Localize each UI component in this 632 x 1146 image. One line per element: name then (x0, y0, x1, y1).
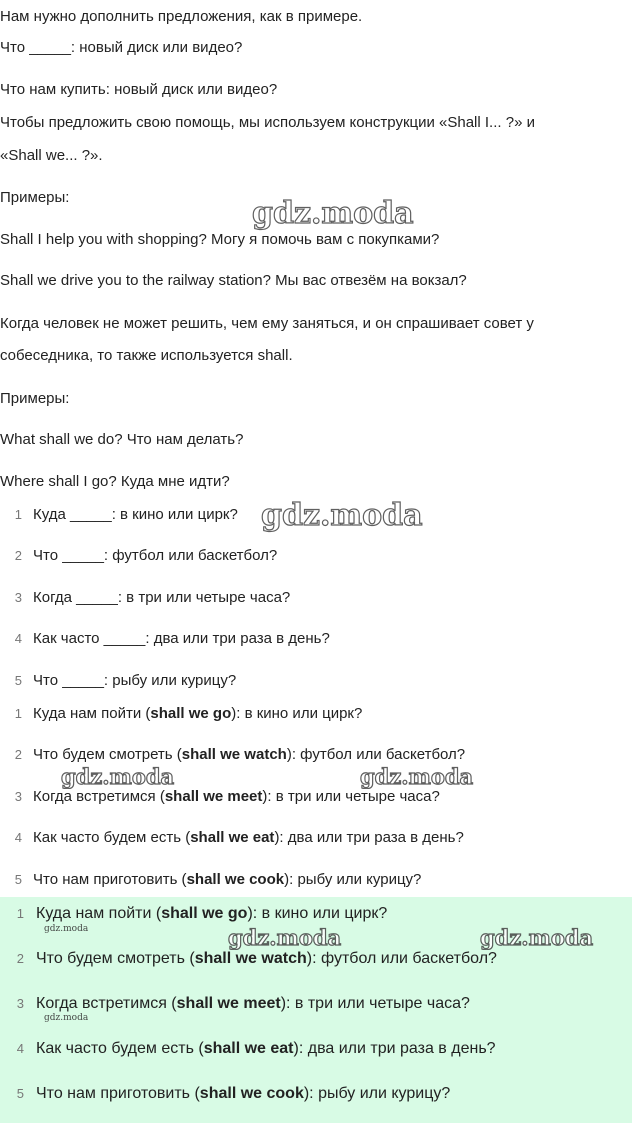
task-number: 4 (14, 631, 22, 646)
task-item (0, 546, 277, 566)
task-number: 2 (14, 548, 22, 563)
answer-number: 5 (14, 872, 22, 887)
answer-number: 3 (16, 996, 24, 1011)
answer-post: ): футбол или баскетбол? (306, 950, 497, 967)
intro-line-5: «Shall we... ?». (0, 147, 103, 164)
answer-bold: shall we meet (176, 995, 281, 1012)
answer-pre: Когда встретимся ( (36, 995, 177, 1012)
answer-pre: Куда нам пойти ( (33, 705, 151, 722)
answer-number: 1 (16, 906, 24, 921)
intro-line-13: Where shall I go? Куда мне идти? (0, 473, 230, 490)
answer-pre: Что нам приготовить ( (36, 1085, 200, 1102)
answer-bold: shall we go (150, 705, 232, 722)
answer-pre: Куда нам пойти ( (36, 905, 162, 922)
intro-line-12: What shall we do? Что нам делать? (0, 431, 244, 448)
task-text: Куда _____: в кино или цирк? (33, 506, 238, 523)
intro-line-7: Shall I help you with shopping? Могу я помочь вам с покупками? (0, 231, 440, 248)
watermark: gdz.moda (252, 196, 414, 231)
answer-item (0, 704, 362, 724)
answer-number: 1 (14, 706, 22, 721)
answer-bold: shall we go (161, 905, 248, 922)
answer-item (0, 787, 440, 807)
task-text: Когда _____: в три или четыре часа? (33, 589, 291, 606)
answer-post: ): два или три раза в день? (293, 1040, 496, 1057)
answer-number: 2 (16, 951, 24, 966)
intro-line-9: Когда человек не может решить, чем ему заняться, и он спрашивает совет у (0, 315, 534, 332)
answer-bold: shall we meet (164, 788, 263, 805)
highlighted-answer-item (0, 994, 470, 1014)
answer-item (0, 745, 465, 765)
answer-number: 5 (16, 1086, 24, 1101)
answer-pre: Что будем смотреть ( (33, 746, 182, 763)
intro-line-6: Примеры: (0, 189, 70, 206)
answer-pre: Когда встретимся ( (33, 788, 165, 805)
answer-bold: shall we watch (194, 950, 307, 967)
task-number: 3 (14, 590, 22, 605)
task-text: Как часто _____: два или три раза в день? (33, 630, 330, 647)
watermark: gdz.moda (360, 764, 474, 789)
answer-post: ): рыбу или курицу? (284, 871, 422, 888)
answer-post: ): в кино или цирк? (231, 705, 363, 722)
watermark: gdz.moda (480, 925, 594, 950)
watermark: gdz.moda (228, 925, 342, 950)
intro-line-4: Чтобы предложить свою помощь, мы используем конструкции «Shall I... ?» и (0, 114, 535, 131)
answer-post: ): в кино или цирк? (247, 905, 388, 922)
intro-line-1: Нам нужно дополнить предложения, как в примере. (0, 8, 363, 25)
watermark: gdz.moda (44, 1013, 89, 1023)
task-number: 1 (14, 507, 22, 522)
task-item (0, 505, 238, 525)
answer-number: 2 (14, 747, 22, 762)
task-text: Что _____: футбол или баскетбол? (33, 547, 278, 564)
answer-bold: shall we cook (186, 871, 285, 888)
task-item (0, 588, 290, 608)
answer-pre: Как часто будем есть ( (33, 829, 191, 846)
answer-item (0, 828, 464, 848)
task-text: Что _____: рыбу или курицу? (33, 672, 237, 689)
intro-line-11: Примеры: (0, 390, 70, 407)
answer-post: ): в три или четыре часа? (280, 995, 470, 1012)
task-item (0, 671, 236, 691)
answer-pre: Что нам приготовить ( (33, 871, 187, 888)
answer-bold: shall we cook (199, 1085, 304, 1102)
watermark: gdz.moda (61, 764, 175, 789)
answer-pre: Что будем смотреть ( (36, 950, 195, 967)
answer-number: 4 (16, 1041, 24, 1056)
intro-line-2: Что _____: новый диск или видео? (0, 39, 243, 56)
answer-number: 3 (14, 789, 22, 804)
answer-number: 4 (14, 830, 22, 845)
highlighted-answer-item (0, 904, 387, 924)
watermark: gdz.moda (44, 924, 89, 934)
highlighted-answer-item (0, 1084, 450, 1104)
intro-line-8: Shall we drive you to the railway station? Мы вас отвезём на вокзал? (0, 272, 467, 289)
answer-bold: shall we eat (203, 1040, 294, 1057)
task-item (0, 629, 330, 649)
answer-post: ): рыбу или курицу? (303, 1085, 451, 1102)
answer-item (0, 870, 421, 890)
watermark: gdz.moda (261, 498, 423, 533)
answer-bold: shall we watch (181, 746, 287, 763)
answer-post: ): в три или четыре часа? (262, 788, 440, 805)
answer-bold: shall we eat (190, 829, 275, 846)
task-number: 5 (14, 673, 22, 688)
highlighted-answer-item (0, 949, 497, 969)
answer-pre: Как часто будем есть ( (36, 1040, 204, 1057)
intro-line-3: Что нам купить: новый диск или видео? (0, 81, 278, 98)
intro-line-10: собеседника, то также используется shall. (0, 347, 293, 364)
answer-post: ): два или три раза в день? (274, 829, 464, 846)
highlighted-answer-item (0, 1039, 496, 1059)
answer-post: ): футбол или баскетбол? (286, 746, 466, 763)
